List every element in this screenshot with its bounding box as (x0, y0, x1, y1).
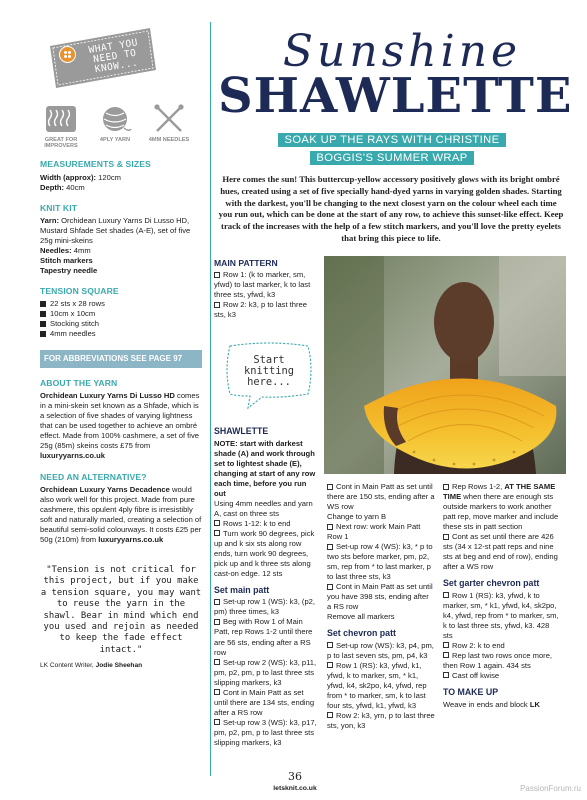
checkbox-icon (327, 544, 333, 550)
about-yarn-heading: ABOUT THE YARN (40, 378, 118, 389)
what-you-need-banner (46, 24, 158, 92)
shawlette-heading: SHAWLETTE (214, 426, 269, 436)
checkbox-icon (327, 484, 333, 490)
cast-on-line: Using 4mm needles and yarn A, cast on three sts (214, 498, 313, 518)
checkbox-icon (214, 530, 220, 536)
to-make-up-heading: TO MAKE UP (443, 686, 499, 697)
turn-work-line: Turn work 90 degrees, pick up and k six sts along row ends, turn work 90 degrees, pick up and k three sts along cast-on edge. 12 sts (214, 528, 315, 578)
checkbox-icon (327, 642, 333, 648)
alternative-text: Orchidean Luxury Yarns Decadence would also work well for this project. Made from pure cashmere, this opulent 4ply fibre is irresistibly soft and naturally marled, creating a selection of beautiful semi-solid colourways. It costs £25 per 50g (210m) from luxuryyarns.co.uk (40, 484, 202, 544)
garter-row-1: Row 1 (RS): k3, yfwd, k to marker, sm, * k1, yfwd, k4, sk2po, k4, yfwd, rep from * to marker, sm, k to last three sts, yfwd, k3. 428 sts (443, 590, 559, 640)
skill-level (40, 104, 82, 149)
depth-line: Depth: 40cm (40, 182, 85, 192)
checkbox-icon (214, 659, 220, 665)
markers-line: Stitch markers (40, 256, 93, 266)
title-script: Sunshine (282, 26, 522, 77)
alternative-heading: NEED AN ALTERNATIVE? (40, 471, 147, 482)
needles-line: Needles: 4mm (40, 246, 91, 256)
tension-item: Stocking stitch (40, 319, 202, 329)
cont-134-sts: Cont in Main Patt as set until there are 134 sts, ending after a RS row (214, 687, 315, 717)
knit-kit-heading: KNIT KIT (40, 202, 78, 213)
checkbox-icon (214, 272, 220, 278)
needle-size (148, 104, 190, 149)
remove-markers: Remove all markers (327, 612, 395, 622)
set-up-row-3: Set-up row 3 (WS): k3, p17, pm, p2, pm, p to last three sts slipping markers, k3 (214, 717, 317, 747)
checkbox-icon (214, 599, 220, 605)
cont-426-sts: Cont as set until there are 426 sts (34 x 12-st patt reps and nine sts at beg and end of row), ending after a WS row (443, 532, 558, 572)
set-main-patt-heading: Set main patt (214, 584, 270, 595)
checkbox-icon (327, 524, 333, 530)
tension-heading: TENSION SQUARE (40, 286, 119, 297)
set-up-row-2: Set-up row 2 (WS): k3, p11, pm, p2, pm, p to last three sts slipping markers, k3 (214, 657, 317, 687)
model-wearing-shawl-image (324, 256, 566, 474)
tension-item: 22 sts x 28 rows (40, 299, 202, 309)
needles-label: 4MM NEEDLES (148, 137, 190, 143)
checkbox-icon (214, 689, 220, 695)
about-yarn-text: Orchidean Luxury Yarns Di Lusso HD comes in a mini-skein set known as a Shfade, which is a selection of five shades of varying lightness that can be used together to achieve an ombré effect. Made from 100% cashmere, a set of five 25g (85m) skeins costs £75 from luxuryyarns.co.uk (40, 391, 200, 461)
chevron-row-1: Row 1 (RS): k3, yfwd, k1, yfwd, k to marker, sm, * k1, yfwd, k4, sk2po, k4, yfwd, rep from * to marker, sm, k to last four sts, yfwd, k1, yfwd, k3 (327, 660, 427, 710)
chevron-column (327, 482, 435, 731)
change-yarn-b: Change to yarn B (327, 512, 387, 522)
knitting-needles-icon (152, 104, 186, 134)
cont-398-sts: Cont in Main Patt as set until you have 398 sts, ending after a RS row (327, 582, 433, 612)
page-number: 36 (288, 770, 302, 783)
banner-text: WHAT YOU NEED TO KNOW... (87, 37, 139, 76)
next-row-line: Next row: work Main Patt Row 1 (327, 522, 421, 542)
main-pattern-box (214, 258, 317, 320)
checkbox-icon (443, 592, 449, 598)
cont-150-sts: Cont in Main Patt as set until there are 150 sts, ending after a WS row (327, 482, 435, 512)
shawlette-column (214, 426, 319, 748)
column-divider (210, 22, 211, 776)
set-garter-heading: Set garter chevron patt (443, 578, 540, 589)
model-photo (324, 256, 566, 474)
checkbox-icon (327, 584, 333, 590)
yarn-line: Yarn: Orchidean Luxury Yarns Di Lusso HD, Mustard Shfade Set shades (A-E), set of five 25g mini-skeins (40, 216, 191, 246)
quote-credit: LK Content Writer, Jodie Sheehan (40, 662, 143, 670)
start-knitting-text: Start knitting here... (243, 354, 295, 388)
garter-column (443, 482, 559, 710)
width-line: Width (approx): 120cm (40, 172, 121, 182)
page-footer (260, 770, 330, 793)
yarn-weight (94, 104, 136, 149)
tools-row (40, 104, 190, 149)
tension-item: 10cm x 10cm (40, 309, 202, 319)
checkbox-icon (214, 719, 220, 725)
skill-label: GREAT FOR IMPROVERS (44, 137, 78, 150)
pull-quote: "Tension is not critical for this project, but if you make a tension square, you may want to reuse the yarn in the shawl. Bear in mind which end you used and rejoin as needed to keep the fade effect intact." (40, 564, 202, 655)
rep-rows-line: Rep Rows 1-2, AT THE SAME TIME when there are enough sts outside markers to work another patt rep, move marker and include these sts in patt section (443, 482, 559, 532)
garter-rep-line: Rep last two rows once more, then Row 1 again. 434 sts (443, 650, 553, 670)
checkbox-icon (327, 662, 333, 668)
rows-1-12-line: Rows 1-12: k to end (214, 519, 319, 529)
checkbox-icon (443, 672, 449, 678)
subtitle: SOAK UP THE RAYS WITH CHRISTINE BOGGIS'S SUMMER WRAP (256, 132, 528, 168)
main-pattern-row-2: Row 2: k3, p to last three sts, k3 (214, 300, 307, 320)
cast-off-line: Cast off kwise (443, 671, 559, 681)
checkbox-icon (214, 302, 220, 308)
title-main: SHAWLETTE (218, 68, 573, 124)
set-up-row-1: Set-up row 1 (WS): k3, (p2, pm) three times, k3 (214, 597, 315, 617)
main-pattern-row-1: Row 1: (k to marker, sm, yfwd) to last marker, k to last three sts, yfwd, k3 (214, 270, 311, 300)
checkbox-icon (443, 484, 449, 490)
make-up-line: Weave in ends and block LK (443, 699, 540, 709)
beg-row-1: Beg with Row 1 of Main Patt, rep Rows 1-2 until there are 56 sts, ending after a RS row (214, 617, 313, 657)
yarn-swatch-icon (44, 104, 78, 134)
intro-paragraph: Here comes the sun! This buttercup-yellow accessory positively glows with its bright ombré hues, created using a set of five specially hand-dyed yarns in varying golden shades. Starting with the darkest, you'll be changing to the next closest yarn on the colour wheel each time you run out, which can be done at the start of any row, to achieve this sunset-like effect. Keep track of the increases with the help of a few stitch markers, and you'll love the pretty eyelets that bring this piece to life. (218, 174, 564, 244)
tapestry-line: Tapestry needle (40, 266, 98, 276)
checkbox-icon (443, 534, 449, 540)
checkbox-icon (327, 712, 333, 718)
shawlette-note: NOTE: start with darkest shade (A) and work through set to lightest shade (E), changing at start of any row each time, before you run out (214, 438, 316, 498)
yarn-ball-icon (98, 104, 132, 134)
checkbox-icon (214, 520, 220, 526)
site-url: letsknit.co.uk (273, 784, 317, 792)
checkbox-icon (443, 642, 449, 648)
chevron-set-up-row: Set-up row (WS): k3, p4, pm, p to last seven sts, pm, p4, k3 (327, 640, 434, 660)
checkbox-icon (214, 619, 220, 625)
main-pattern-heading: MAIN PATTERN (214, 258, 278, 268)
checkbox-icon (443, 652, 449, 658)
garter-row-2: Row 2: k to end (443, 641, 559, 651)
chevron-row-2: Row 2: k3, yrn, p to last three sts, yon, k3 (327, 710, 435, 730)
measurements-heading: MEASUREMENTS & SIZES (40, 159, 151, 170)
info-sidebar (40, 24, 202, 671)
set-up-row-4: Set-up row 4 (WS): k3, * p to two sts before marker, pm, p2, sm, rep from * to last marker, p to last three sts, k3 (327, 542, 433, 582)
yarn-label: 4PLY YARN (99, 137, 131, 143)
tension-item: 4mm needles (40, 329, 202, 339)
set-chevron-heading: Set chevron patt (327, 628, 396, 639)
abbreviations-bar: FOR ABBREVIATIONS SEE PAGE 97 (40, 350, 202, 369)
watermark: PassionForum.ru (520, 784, 581, 793)
